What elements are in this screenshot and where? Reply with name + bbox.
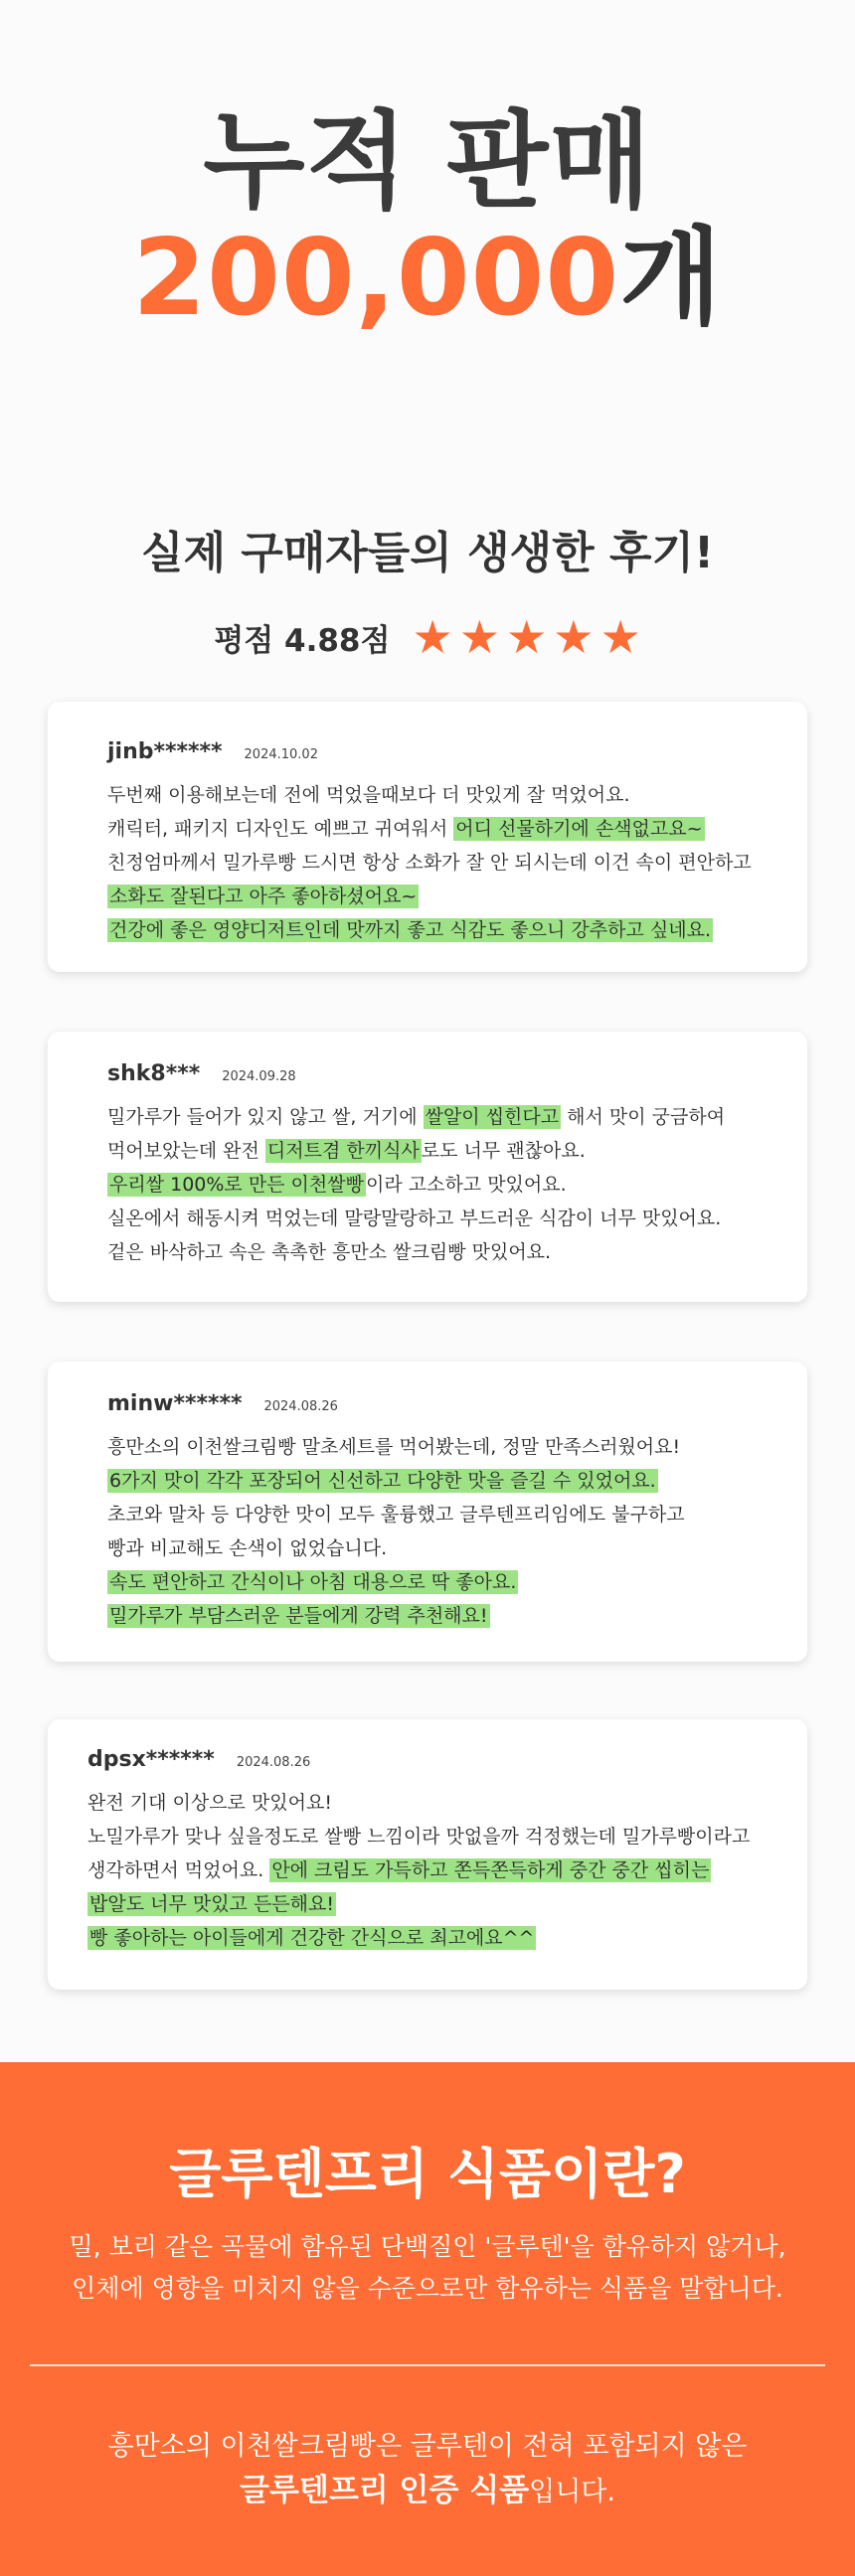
review-highlight: 소화도 잘된다고 아주 좋아하셨어요~ bbox=[109, 886, 418, 907]
review-date: 2024.08.26 bbox=[263, 1399, 338, 1414]
sales-number: 200,000 bbox=[132, 217, 620, 339]
review-card bbox=[48, 702, 807, 972]
review-line: 초코와 말차 등 다양한 맛이 모두 훌륭했고 글루텐프리임에도 불구하고 bbox=[107, 1504, 685, 1526]
star-icon: ★ bbox=[553, 610, 595, 664]
review-line bbox=[87, 1921, 787, 1955]
review-highlight: 건강에 좋은 영양디저트인데 맛까지 좋고 식감도 좋으니 강추하고 싶네요. bbox=[109, 919, 711, 941]
description-line: 밀, 보리 같은 곡물에 함유된 단백질인 '글루텐'을 함유하지 않거나, bbox=[69, 2232, 786, 2261]
reviewer-id: dpsx****** bbox=[87, 1747, 215, 1772]
star-icon: ★ bbox=[412, 610, 453, 664]
star-icon: ★ bbox=[505, 610, 548, 664]
review-line bbox=[107, 880, 787, 913]
hero-title: 누적 판매 bbox=[203, 100, 652, 223]
reviewer-id: shk8*** bbox=[107, 1061, 201, 1086]
footer-line: 글루텐프리 인증 식품입니다. bbox=[240, 2473, 615, 2508]
rating-label: 평점 4.88점 bbox=[214, 622, 391, 659]
review-highlight: 빵 좋아하는 아이들에게 건강한 간식으로 최고에요^^ bbox=[89, 1927, 535, 1949]
review-header bbox=[87, 1747, 787, 1772]
certification-label: 글루텐프리 인증 식품 bbox=[240, 2473, 530, 2508]
certification-note bbox=[0, 2425, 855, 2514]
reviewer-id: minw****** bbox=[107, 1391, 243, 1416]
star-icon: ★ bbox=[458, 610, 500, 664]
review-highlight: 밥알도 너무 맛있고 든든해요! bbox=[89, 1893, 334, 1915]
glutenfree-title: 글루텐프리 식품이란? bbox=[169, 2143, 686, 2205]
hero-sales-count bbox=[0, 217, 855, 339]
review-date: 2024.10.02 bbox=[244, 747, 318, 762]
review-highlight: 밀가루가 부담스러운 분들에게 강력 추천해요! bbox=[109, 1605, 488, 1627]
review-line: 실온에서 해동시켜 먹었는데 말랑말랑하고 부드러운 식감이 너무 맛있어요. bbox=[107, 1208, 722, 1229]
reviewer-id: jinb****** bbox=[107, 739, 223, 764]
review-line: 친정엄마께서 밀가루빵 드시면 항상 소화가 잘 안 되시는데 이건 속이 편안하고 bbox=[107, 852, 752, 874]
divider bbox=[30, 2364, 825, 2366]
footer-line: 흥만소의 이천쌀크림빵은 글루텐이 전혀 포함되지 않은 bbox=[107, 2431, 748, 2462]
glutenfree-description bbox=[0, 2226, 855, 2310]
review-line: 노밀가루가 맞나 싶을정도로 쌀빵 느낌이라 맛없을까 걱정했는데 밀가루빵이라고 bbox=[87, 1826, 751, 1848]
review-highlight: 디저트겸 한끼식사 bbox=[266, 1140, 420, 1162]
review-date: 2024.08.26 bbox=[236, 1755, 311, 1770]
review-line: 겉은 바삭하고 속은 촉촉한 흥만소 쌀크림빵 맛있어요. bbox=[107, 1241, 552, 1263]
review-line: 두번째 이용해보는데 전에 먹었을때보다 더 맛있게 잘 먹었어요. bbox=[107, 784, 630, 806]
review-highlight: 우리쌀 100%로 만든 이천쌀빵 bbox=[109, 1174, 364, 1196]
review-line: 흥만소의 이천쌀크림빵 말초세트를 먹어봤는데, 정말 만족스러웠어요! bbox=[107, 1436, 681, 1458]
review-highlight: 어디 선물하기에 손색없고요~ bbox=[455, 818, 703, 840]
review-line: 생각하면서 먹었어요. 안에 크림도 가득하고 쫀득쫀득하게 중간 중간 씹히는 bbox=[87, 1859, 710, 1881]
description-line: 인체에 영향을 미치지 않을 수준으로만 함유하는 식품을 말합니다. bbox=[72, 2274, 783, 2303]
review-card bbox=[48, 1362, 807, 1662]
review-line: 우리쌀 100%로 만든 이천쌀빵 이라 고소하고 맛있어요. bbox=[109, 1174, 567, 1196]
review-highlight: 쌀알이 씹힌다고 bbox=[425, 1106, 560, 1128]
review-line: 빵과 비교해도 손색이 없었습니다. bbox=[107, 1537, 388, 1559]
review-date: 2024.09.28 bbox=[222, 1069, 296, 1084]
glutenfree-section bbox=[0, 2062, 855, 2576]
review-header bbox=[107, 1061, 787, 1086]
review-header bbox=[107, 739, 787, 764]
review-line bbox=[107, 1599, 787, 1633]
review-card bbox=[48, 1719, 807, 1990]
rating-stars bbox=[412, 610, 641, 664]
review-line: 완전 기대 이상으로 맛있어요! bbox=[87, 1792, 332, 1814]
star-icon: ★ bbox=[599, 610, 641, 664]
review-header bbox=[107, 1391, 787, 1416]
review-line bbox=[107, 1464, 787, 1498]
review-line bbox=[107, 1565, 787, 1599]
review-highlight: 속도 편안하고 간식이나 아침 대용으로 딱 좋아요. bbox=[109, 1571, 517, 1593]
rating-summary bbox=[0, 610, 855, 664]
review-line bbox=[107, 913, 787, 947]
review-line: 캐릭터, 패키지 디자인도 예쁘고 귀여워서 어디 선물하기에 손색없고요~ bbox=[107, 818, 703, 840]
review-line bbox=[87, 1887, 787, 1921]
review-card bbox=[48, 1032, 807, 1302]
review-highlight: 안에 크림도 가득하고 쫀득쫀득하게 중간 중간 씹히는 bbox=[271, 1859, 710, 1881]
review-line: 밀가루가 들어가 있지 않고 쌀, 거기에 쌀알이 씹힌다고 해서 맛이 궁금하여 bbox=[107, 1106, 726, 1128]
review-highlight: 6가지 맛이 각각 포장되어 신선하고 다양한 맛을 즐길 수 있었어요. bbox=[109, 1470, 656, 1492]
sales-unit: 개 bbox=[619, 217, 723, 339]
reviews-heading: 실제 구매자들의 생생한 후기! bbox=[140, 528, 715, 578]
review-line: 먹어보았는데 완전 디저트겸 한끼식사 로도 너무 괜찮아요. bbox=[107, 1140, 586, 1162]
